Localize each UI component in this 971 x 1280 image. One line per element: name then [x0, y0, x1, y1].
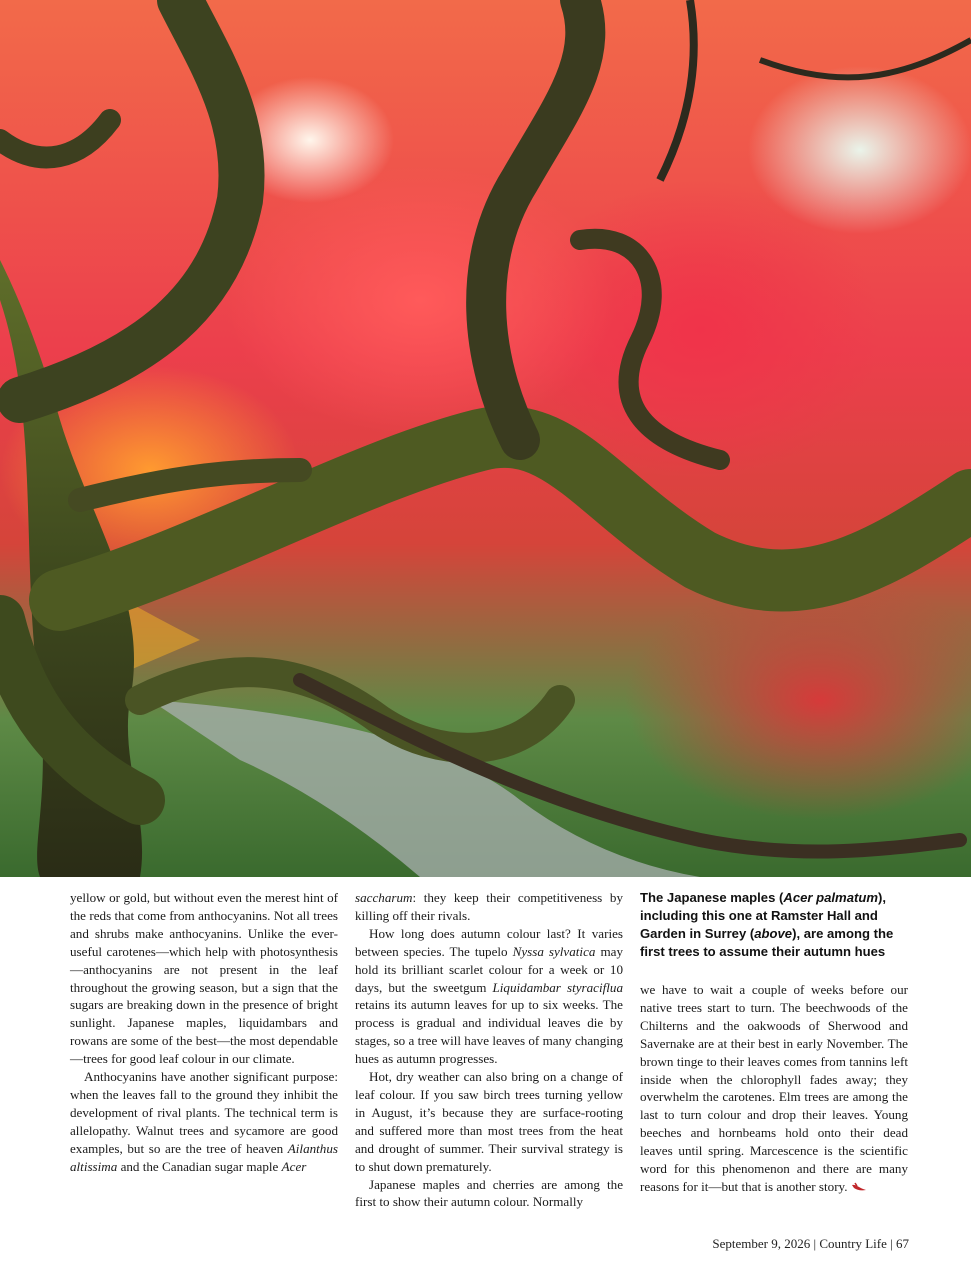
body-column-2: [355, 889, 623, 1211]
page-folio: September 9, 2026 | Country Life | 67: [712, 1236, 909, 1251]
body-column-1: [70, 889, 338, 1176]
paragraph: How long does autumn colour last? It varies between species. The tupelo Nyssa sylvatica may hold its brilliant scarlet colour for a week or 10 days, but the sweetgum Liquidambar styraciflua retains its autumn leaves for up to six weeks. The process is gradual and individual leaves die by stages, so a tree will have leaves of many changing hues as autumn progresses.: [355, 925, 623, 1067]
paragraph: Hot, dry weather can also bring on a change of leaf colour. If you saw birch trees turning yellow in August, it’s because they are surface-rooting and suffered more than most trees from the heat and drought of summer. Their survival strategy is to shut down prematurely.: [355, 1069, 623, 1174]
red-leaf-end-mark-icon: [851, 1179, 867, 1189]
photo-caption: The Japanese maples (Acer palmatum), including this one at Ramster Hall and Garden in Surrey (above), are among the first trees to assume their autumn hues: [640, 890, 894, 959]
paragraph: yellow or gold, but without even the merest hint of the reds that come from anthocyanins. Not all trees and shrubs make anthocyanins. Unlike the ever-useful carotenes—which help with photosynthesis—anthocyanins are not present in the leaf throughout the growing season, but a sign that the sugars are breaking down in the presence of bright sunlight. Japanese maples, liquidambars and rowans are some of the best—the most dependable —trees for good leaf colour in our climate.: [70, 890, 338, 1067]
paragraph: Japanese maples and cherries are among the first to show their autumn colour. Normally: [355, 1176, 623, 1210]
paragraph: we have to wait a couple of weeks before our native trees start to turn. The beechwoods of the Chilterns and the oakwoods of Sherwood and Savernake are at their best in early November. The brown tinge to their leaves comes from tannins left inside when the chlorophyll fades away; they overwhelm the carotenes. Elm trees are among the last to turn colour and drop their leaves. Young beeches and hornbeams hold onto their dead leaves until spring. Marcescence is the scientific word for this phenomenon and there are many reasons for it—but that is another story.: [640, 982, 908, 1194]
paragraph: Anthocyanins have another significant purpose: when the leaves fall to the ground they inhibit the development of rival plants. The technical term is allelopathy. Walnut trees and sycamore are good examples, but so are the tree of heaven Ailanthus altissima and the Canadian sugar maple Acer: [70, 1069, 338, 1174]
paragraph: saccharum: they keep their competitiveness by killing off their rivals.: [355, 890, 623, 923]
body-column-3: [640, 981, 908, 1196]
